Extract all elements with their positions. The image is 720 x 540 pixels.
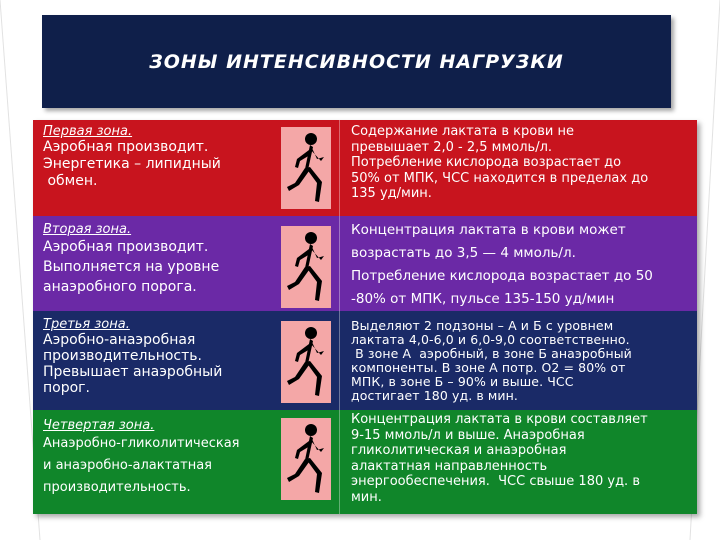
zone-1-info-line: Содержание лактата в крови не [351, 124, 574, 139]
zone-3-info-line: В зоне А аэробный, в зоне Б анаэробный [351, 346, 632, 361]
zone-row-2 [33, 216, 697, 311]
zone-3-desc-line: порог. [43, 380, 90, 396]
zone-4-info-line: энергообеспечения. ЧСС свыше 180 уд. в [351, 474, 640, 489]
zone-2-info-line: Концентрация лактата в крови может [351, 222, 626, 238]
zone-3-description [35, 311, 276, 410]
zone-2-info-line: Потребление кислорода возрастает до 50 [351, 268, 653, 284]
zone-1-info-line: Потребление кислорода возрастает до [351, 155, 622, 170]
zone-row-4 [33, 410, 697, 514]
zone-4-desc-line: Анаэробно-гликолитическая [43, 436, 240, 451]
zone-3-info-line: МПК, в зоне Б – 90% и выше. ЧСС [351, 374, 574, 389]
zone-1-info [339, 120, 697, 216]
zone-2-figure-cell [276, 216, 339, 311]
zone-1-desc-line: Аэробная производит. [43, 139, 209, 155]
runner-icon [281, 418, 331, 500]
zone-3-info-line: лактата 4,0-6,0 и 6,0-9,0 соответственно. [351, 332, 630, 347]
zone-3-name: Третья зона. [43, 317, 130, 332]
zone-3-desc-line: производительность. [43, 348, 202, 364]
zone-3-info-line: достигает 180 уд. в мин. [351, 388, 518, 403]
zone-4-info-line: 9-15 ммоль/л и выше. Анаэробная [351, 427, 585, 443]
zone-3-info-line: Выделяют 2 подзоны – А и Б с уровнем [351, 318, 614, 333]
zone-4-info [339, 410, 697, 514]
zone-2-desc-line: Выполняется на уровне [43, 259, 220, 275]
runner-icon [281, 226, 331, 308]
zone-row-3 [33, 311, 697, 410]
zone-1-info-line: 50% от МПК, ЧСС находится в пределах до [351, 170, 649, 186]
zone-4-figure-cell [276, 410, 339, 514]
zone-1-description [35, 120, 276, 216]
zone-row-1 [33, 120, 697, 216]
zone-2-desc-line: Аэробная производит. [43, 239, 209, 255]
zone-1-desc-line: обмен. [43, 173, 98, 189]
zone-2-name: Вторая зона. [43, 222, 132, 237]
zone-3-figure-cell [276, 311, 339, 410]
zone-1-figure-cell [276, 120, 339, 216]
zone-4-desc-line: и анаэробно-алактатная [43, 458, 213, 473]
zone-2-desc-line: анаэробного порога. [43, 279, 197, 295]
zone-1-info-line: превышает 2,0 - 2,5 ммоль/л. [351, 139, 553, 155]
zone-1-info-line: 135 уд/мин. [351, 186, 432, 201]
zone-4-desc-line: производительность. [43, 480, 191, 495]
runner-icon [281, 321, 331, 403]
zones-table [33, 120, 697, 514]
zone-4-description [35, 410, 276, 514]
zone-4-info-line: гликолитическая и анаэробная [351, 443, 567, 458]
zone-3-info [339, 311, 697, 410]
zone-3-desc-line: Превышает анаэробный [43, 364, 223, 380]
zone-4-info-line: Концентрация лактата в крови составляет [351, 412, 648, 427]
page-title: ЗОНЫ ИНТЕНСИВНОСТИ НАГРУЗКИ [149, 50, 564, 73]
runner-icon [281, 127, 331, 209]
zone-4-info-line: алактатная направленность [351, 458, 548, 474]
zone-2-description [35, 216, 276, 311]
zone-2-info [339, 216, 697, 311]
zone-3-info-line: компоненты. В зоне А потр. О2 = 80% от [351, 360, 626, 375]
zone-1-name: Первая зона. [43, 124, 133, 139]
zone-2-info-line: возрастать до 3,5 — 4 ммоль/л. [351, 245, 576, 261]
zone-3-desc-line: Аэробно-анаэробная [43, 332, 196, 348]
zone-2-info-line: -80% от МПК, пульсе 135-150 уд/мин [351, 291, 615, 307]
zone-4-name: Четвертая зона. [43, 418, 155, 433]
title-banner [42, 15, 671, 108]
zone-4-info-line: мин. [351, 489, 382, 505]
zone-1-desc-line: Энергетика – липидный [43, 156, 221, 172]
